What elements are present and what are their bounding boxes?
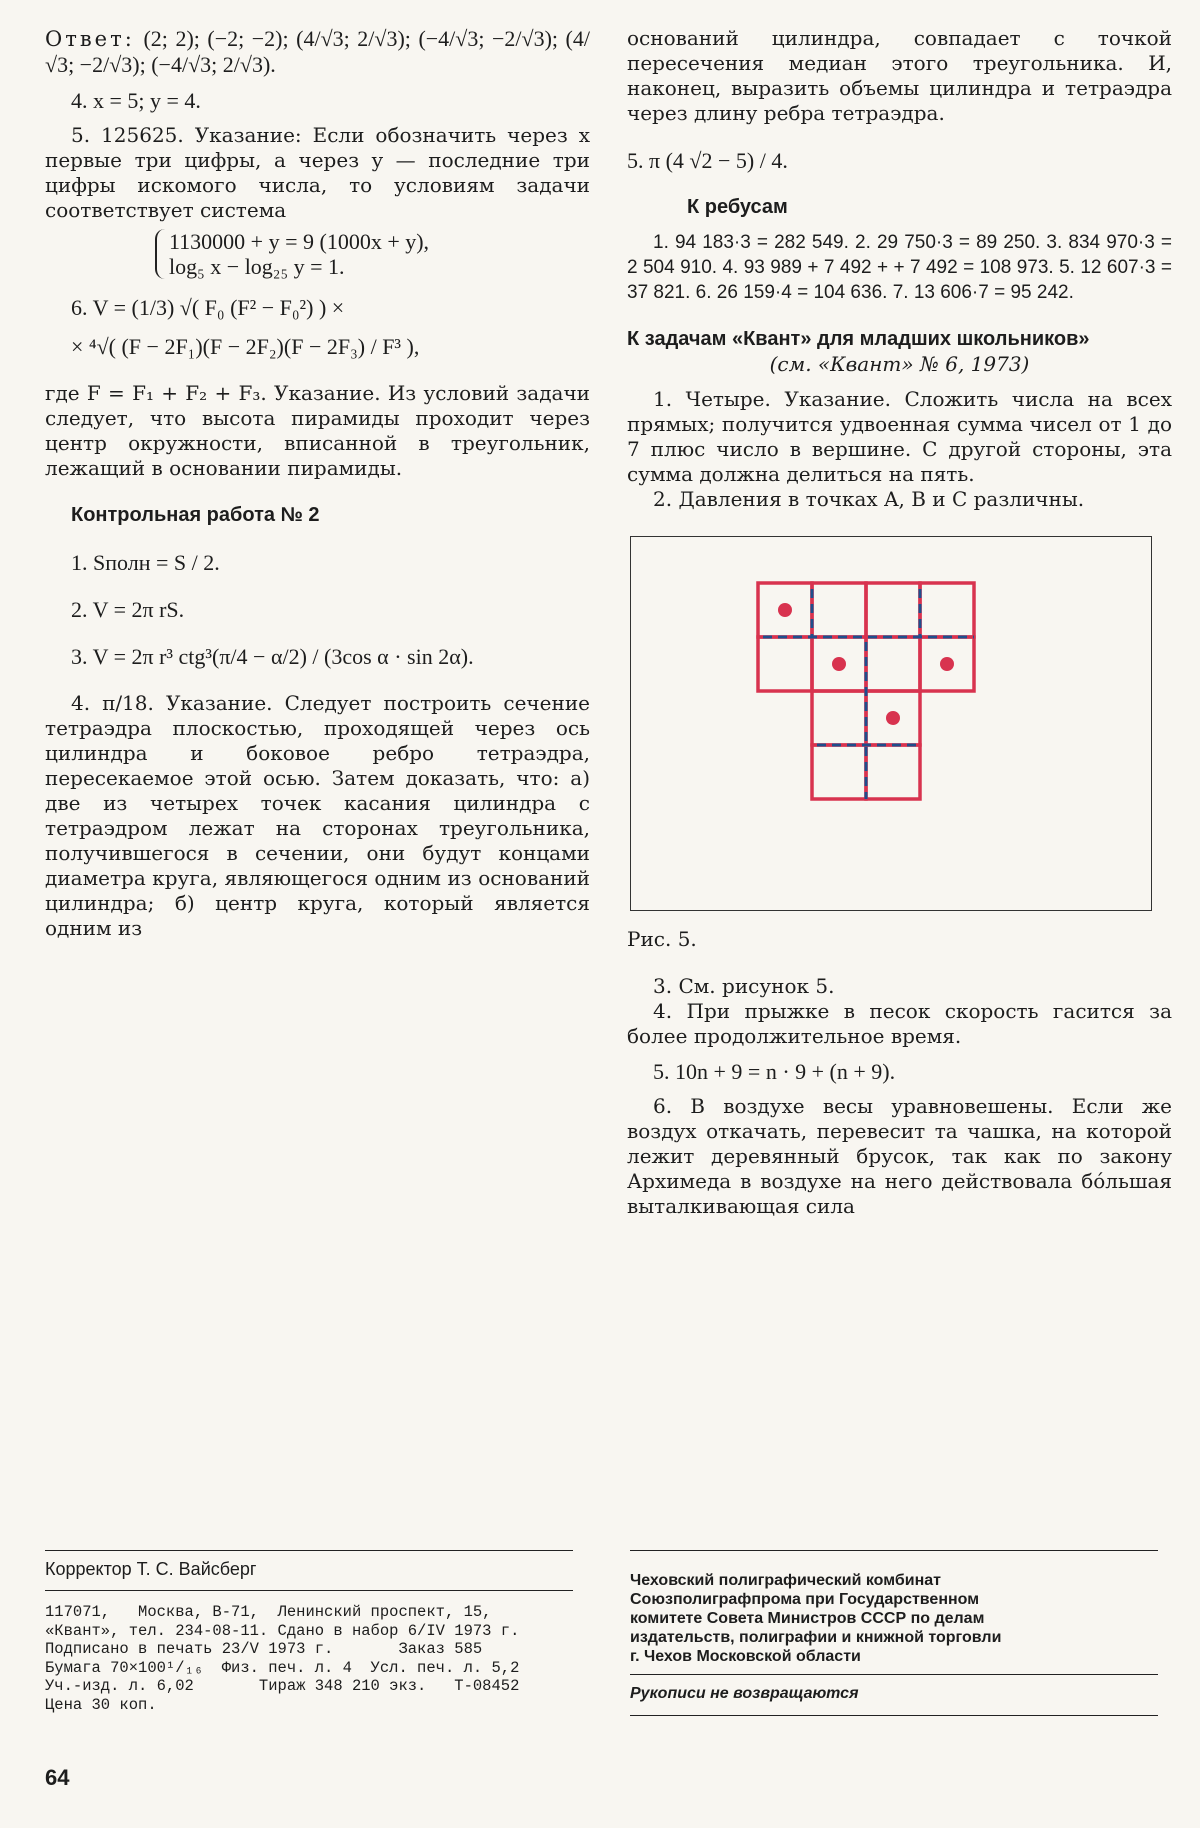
left-column bbox=[45, 26, 590, 941]
answer-prefix: Ответ: bbox=[45, 27, 135, 51]
grid-cell bbox=[812, 583, 866, 637]
right-continuation: оснований цилиндра, совпадает с точкой пересечения медиан этого треугольника. И, наконец, выразить объемы цилиндра и тетраэдра через длину ребра тетраэдра. bbox=[627, 26, 1172, 125]
footer-rule bbox=[630, 1715, 1158, 1716]
footer-right bbox=[630, 1550, 1158, 1716]
item-5: 5. 125625. Указание: Если обозначить через x первые три цифры, а через y — последние три цифры искомого числа, то условиям задачи соответствует система bbox=[45, 123, 590, 222]
printer-info: Чеховский полиграфический комбинат Союзполиграфпрома при Государственном комитете Совета Министров СССР по делам издательств, полиграфии и книжной торговли г. Чехов Московской области bbox=[630, 1572, 1002, 1665]
grid-cell bbox=[812, 691, 866, 745]
item-6-formula-1: 6. V = (1/3) √( F₀ (F² − F₀²) ) × bbox=[71, 295, 345, 320]
item-4: 4. x = 5; y = 4. bbox=[71, 88, 201, 113]
corrector-line: Корректор Т. С. Вайсберг bbox=[45, 1559, 257, 1579]
q-item-4: 4. При прыжке в песок скорость гасится за более продолжительное время. bbox=[627, 999, 1172, 1048]
page-number: 64 bbox=[45, 1765, 70, 1790]
rebus-answers: 1. 94 183·3 = 282 549. 2. 29 750·3 = 89 250. 3. 834 970·3 = 2 504 910. 4. 93 989 + 7 492 + + 7 492 = 108 973. 5. 12 607·3 = 37 821. 6. 26 159·4 = 104 636. 7. 13 606·7 = 95 242. bbox=[627, 232, 1172, 303]
grid-cell bbox=[920, 583, 974, 637]
q-item-5: 5. 10n + 9 = n · 9 + (n + 9). bbox=[653, 1059, 896, 1084]
figure-dot bbox=[832, 657, 846, 671]
figure-5-drawing bbox=[631, 537, 1151, 910]
answer-pairs: (2; 2); (−2; −2); (4/√3; 2/√3); (−4/√3; −2/√3); (4/√3; −2/√3); (−4/√3; 2/√3). bbox=[45, 26, 590, 77]
figure-5 bbox=[630, 536, 1152, 911]
answer-line bbox=[45, 26, 590, 78]
figure-dot bbox=[778, 603, 792, 617]
manuscripts-note: Рукописи не возвращаются bbox=[630, 1685, 859, 1702]
system-line-1: 1130000 + y = 9 (1000x + y), bbox=[169, 229, 430, 254]
equation-system bbox=[155, 229, 590, 279]
grid-cell bbox=[812, 745, 866, 799]
item-6-text: где F = F₁ + F₂ + F₃. Указание. Из условий задачи следует, что высота пирамиды проходит через центр окружности, вписанной в треугольник, лежащий в основании пирамиды. bbox=[45, 381, 590, 480]
publisher-info: 117071, Москва, В-71, Ленинский проспект, 15, «Квант», тел. 234-08-11. Сдано в набор 6/IV 1973 г. Подписано в печать 23/V 1973 г. Заказ 585 Бумага 70×100¹/₁₆ Физ. печ. л. 4 Усл. печ. л. 5,2 Уч.-изд. л. 6,02 Тираж 348 210 экз. Т-08452 Цена 30 коп. bbox=[45, 1603, 520, 1714]
figure-dot bbox=[940, 657, 954, 671]
kvant-title: К задачам «Квант» для младших школьников» bbox=[627, 328, 1090, 350]
q-item-1: 1. Четыре. Указание. Сложить числа на всех прямых; получится удвоенная сумма чисел от 1 до 7 плюс число в вершине. С другой стороны, эта сумма должна делиться на пять. bbox=[627, 387, 1172, 486]
right-column bbox=[627, 26, 1172, 1219]
figure-dot bbox=[886, 711, 900, 725]
kvant-reference: (см. «Квант» № 6, 1973) bbox=[769, 352, 1030, 376]
k-item-2: 2. V = 2π rS. bbox=[71, 597, 185, 622]
item-6-formula-2: × ⁴√( (F − 2F₁)(F − 2F₂)(F − 2F₃) / F³ ), bbox=[71, 334, 420, 359]
k-item-3: 3. V = 2π r³ ctg³(π/4 − α/2) / (3cos α · sin 2α). bbox=[71, 644, 474, 669]
k-item-1: 1. Sполн = S / 2. bbox=[71, 550, 220, 575]
k-item-4: 4. π/18. Указание. Следует построить сечение тетраэдра плоскостью, проходящей через ось цилиндра и боковое ребро тетраэдра, пересекаемое этой осью. Затем доказать, что: а) две из четырех точек касания цилиндра с тетраэдром лежат на сторонах треугольника, получившегося в сечении, они будут концами диаметра круга, являющегося одним из оснований цилиндра; б) центр круга, который является одним из bbox=[45, 691, 590, 940]
section-title: Контрольная работа № 2 bbox=[71, 504, 320, 526]
grid-cell bbox=[866, 745, 920, 799]
grid-cell bbox=[758, 637, 812, 691]
q-item-6: 6. В воздухе весы уравновешены. Если же воздух откачать, перевесит та чашка, на которой лежит деревянный брусок, так как по закону Архимеда в воздухе на него действовала бóльшая выталкивающая сила bbox=[627, 1094, 1172, 1218]
grid-cell bbox=[866, 583, 920, 637]
rebus-title: К ребусам bbox=[687, 196, 788, 218]
k-item-5: 5. π (4 √2 − 5) / 4. bbox=[627, 148, 788, 173]
q-item-3: 3. См. рисунок 5. bbox=[653, 974, 835, 998]
system-line-2: log₅ x − log₂₅ y = 1. bbox=[169, 254, 345, 279]
q-item-2: 2. Давления в точках A, B и C различны. bbox=[653, 487, 1085, 511]
grid-cell bbox=[866, 637, 920, 691]
figure-caption: Рис. 5. bbox=[627, 927, 697, 951]
footer-left bbox=[45, 1550, 573, 1714]
